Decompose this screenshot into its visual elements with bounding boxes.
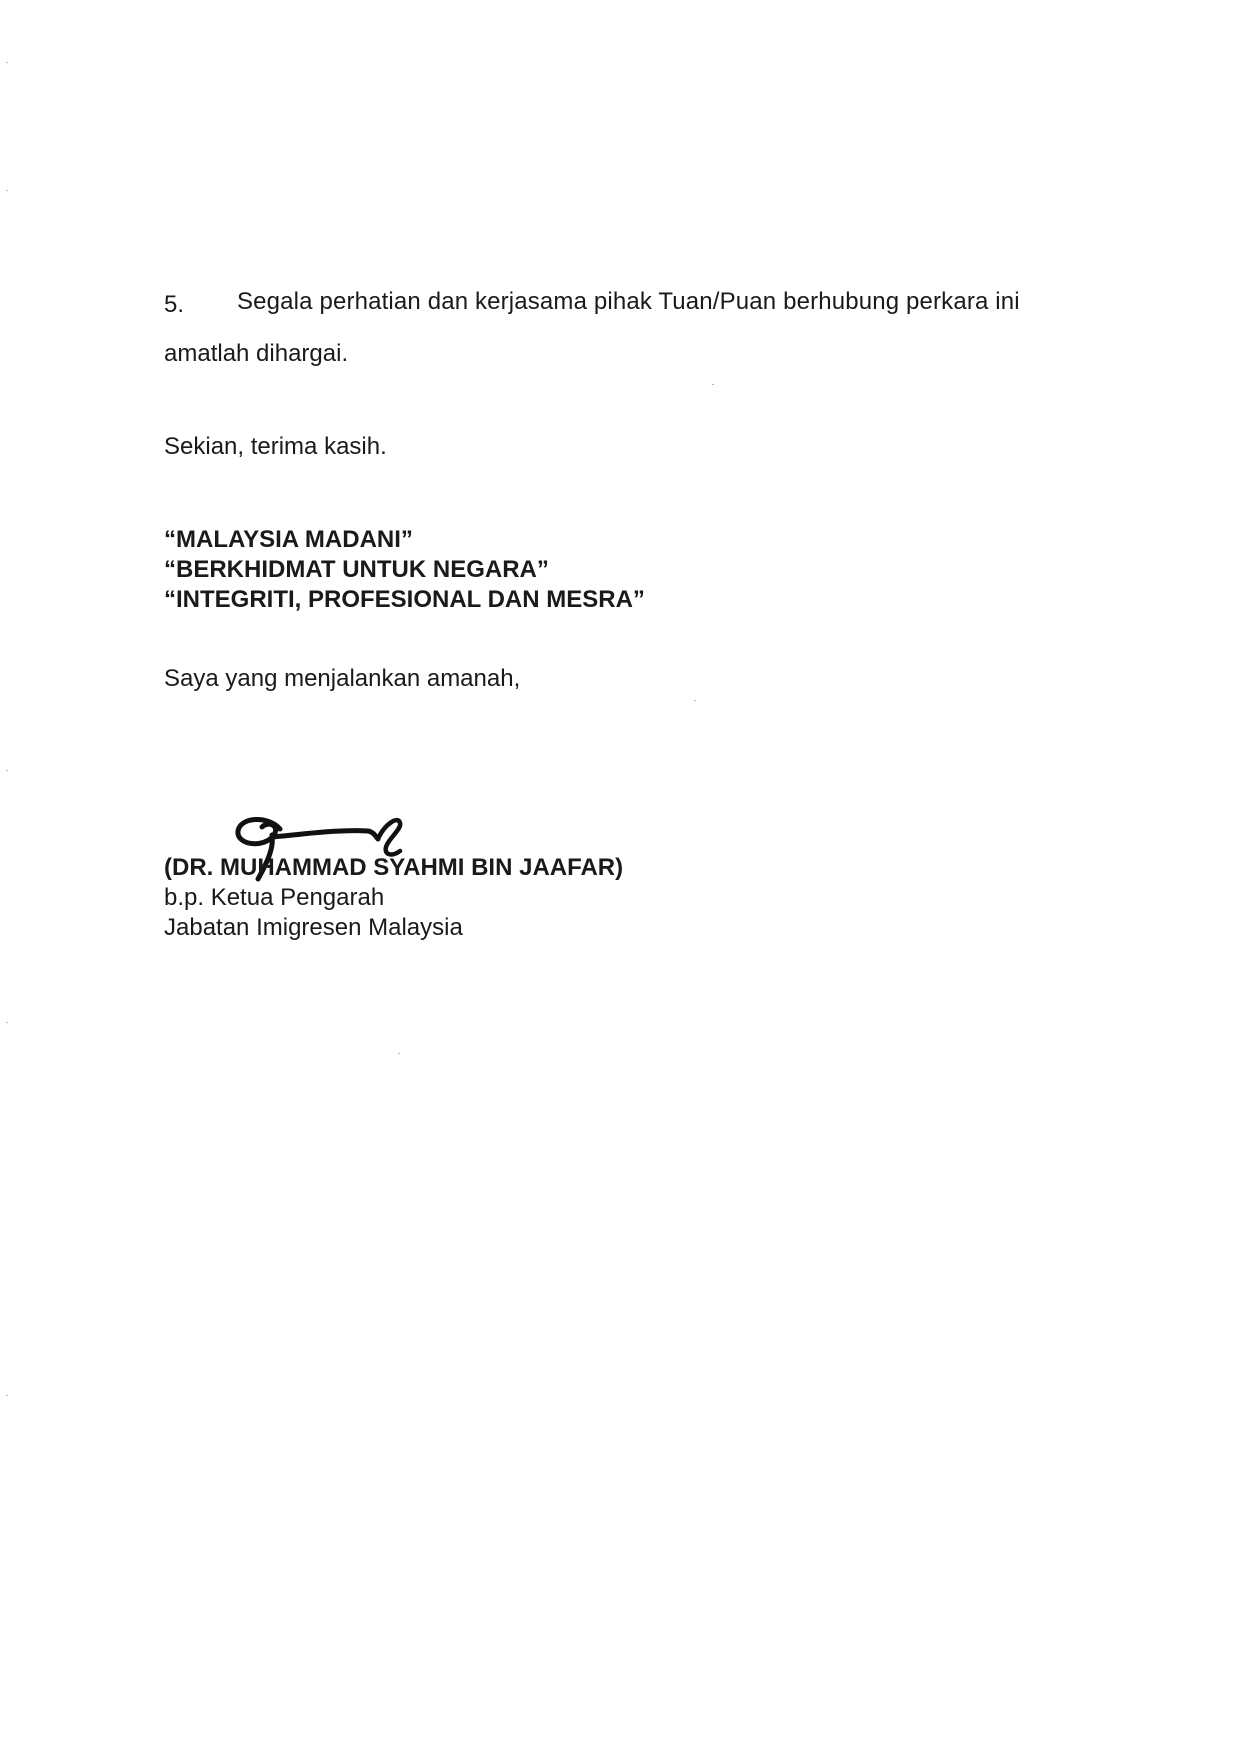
slogan-integriti: “INTEGRITI, PROFESIONAL DAN MESRA” [164,586,645,613]
scan-speck [6,190,8,191]
scan-speck [6,62,8,63]
trust-line: Saya yang menjalankan amanah, [164,665,521,692]
scan-speck [6,770,8,771]
signatory-department: Jabatan Imigresen Malaysia [164,914,463,941]
scan-speck [398,1053,400,1054]
signatory-block [164,853,623,943]
paragraph-number: 5. [164,291,185,318]
scan-speck [6,1395,8,1396]
scan-speck [712,384,714,385]
scan-speck [694,700,696,701]
slogan-block [164,525,645,615]
closing-remark: Sekian, terima kasih. [164,433,387,460]
slogan-berkhidmat: “BERKHIDMAT UNTUK NEGARA” [164,556,549,583]
paragraph-text-line-2: amatlah dihargai. [164,340,349,367]
paragraph-text-line-1: Segala perhatian dan kerjasama pihak Tuan/Puan berhubung perkara ini [237,288,1020,315]
scan-speck [6,1022,8,1023]
signatory-name: (DR. MUHAMMAD SYAHMI BIN JAAFAR) [164,854,624,881]
signatory-role: b.p. Ketua Pengarah [164,884,385,911]
slogan-malaysia-madani: “MALAYSIA MADANI” [164,526,413,553]
